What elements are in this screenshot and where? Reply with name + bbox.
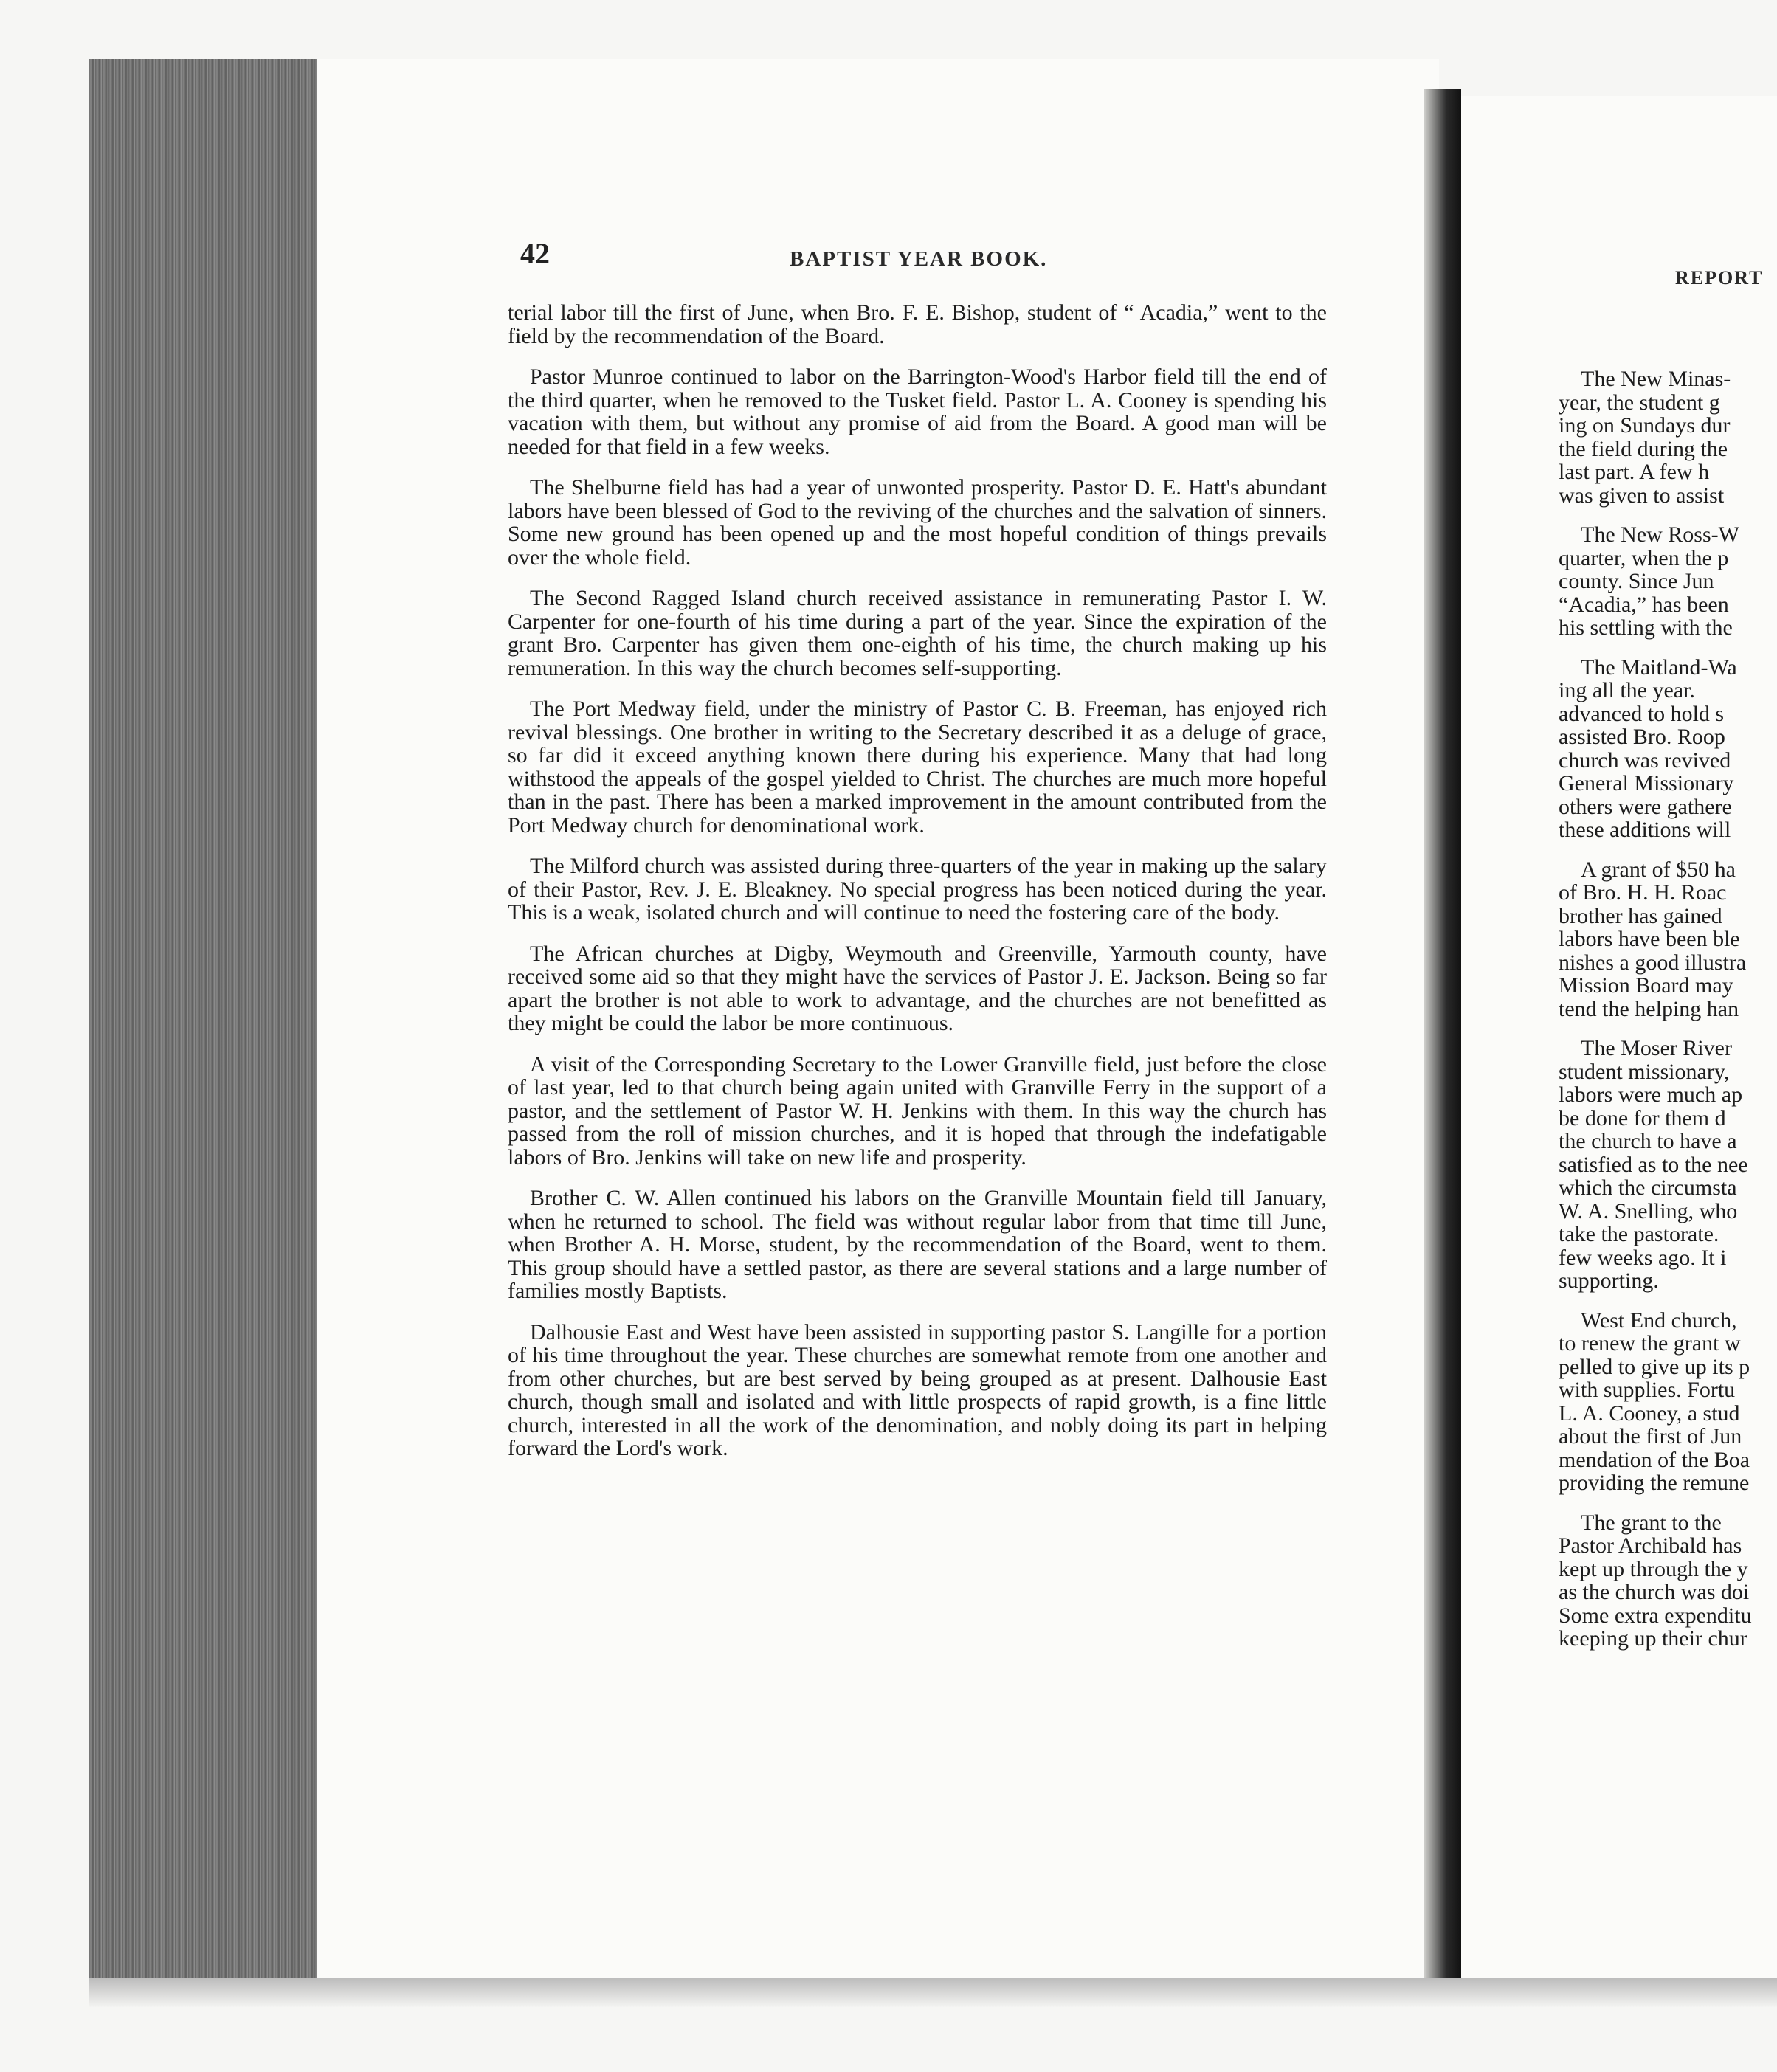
right-text-line: county. Since Jun (1559, 569, 1714, 593)
right-paragraph (1559, 523, 1777, 640)
paragraph: The African churches at Digby, Weymouth and Greenville, Yarmouth county, have received some aid so that they might have the services of Pastor J. E. Jackson. Being so far apart the brother is not able to work to advantage, and the churches are not benefitted as they might be could the labor be more continuous. (508, 941, 1327, 1035)
right-text-line: The New Ross-W (1581, 522, 1739, 547)
right-text-line: his settling with the (1559, 615, 1733, 640)
right-text-line: with supplies. Fortu (1559, 1378, 1736, 1402)
right-text-line: ing on Sundays dur (1559, 413, 1731, 438)
paragraph: The Shelburne field has had a year of unwonted prosperity. Pastor D. E. Hatt's abundant labors have been blessed of God to the reviving of the churches and the salvation of sinners. Some new ground has been opened up and the most hopeful condition of things prevails over the whole field. (508, 475, 1327, 570)
right-text-line: take the pastorate. (1559, 1222, 1719, 1246)
right-text-line: labors were much ap (1559, 1082, 1743, 1107)
right-text-line: pelled to give up its p (1559, 1354, 1750, 1379)
right-text-line: was given to assist (1559, 483, 1725, 508)
right-text-line: brother has gained (1559, 903, 1722, 928)
right-text-line: supporting. (1559, 1268, 1659, 1293)
right-text-line: student missionary, (1559, 1059, 1730, 1084)
right-text-line: The Maitland-Wa (1581, 655, 1737, 680)
right-text-line: Pastor Archibald has (1559, 1533, 1742, 1558)
right-paragraph (1559, 1511, 1777, 1651)
right-text-line: which the circumsta (1559, 1175, 1737, 1200)
right-text-line: few weeks ago. It i (1559, 1245, 1727, 1270)
right-text-line: nishes a good illustra (1559, 950, 1747, 975)
left-page-body (508, 301, 1327, 1478)
right-text-line: assisted Bro. Roop (1559, 725, 1725, 749)
right-text-line: year, the student g (1559, 390, 1720, 415)
right-text-line: ing all the year. (1559, 678, 1695, 702)
right-text-line: The New Minas- (1581, 367, 1731, 391)
right-paragraph (1559, 1309, 1777, 1495)
right-page-body (1559, 367, 1777, 1667)
right-text-line: others were gathere (1559, 794, 1732, 819)
right-text-line: keeping up their chur (1559, 1626, 1747, 1651)
right-text-line: quarter, when the p (1559, 545, 1729, 570)
paragraph: Brother C. W. Allen continued his labors on the Granville Mountain field till January, when he returned to school. The field was without regular labor from that time till June, when Brother A. H. Morse, student, by the recommendation of the Board, went to them. This group should have a settled pastor, as there are several stations and a large number of families mostly Baptists. (508, 1186, 1327, 1303)
right-text-line: Some extra expenditu (1559, 1603, 1752, 1628)
right-text-line: tend the helping han (1559, 996, 1739, 1021)
right-paragraph (1559, 858, 1777, 1021)
right-text-line: these additions will (1559, 818, 1731, 842)
right-paragraph (1559, 1037, 1777, 1293)
right-text-line: last part. A few h (1559, 460, 1710, 484)
book-page-edges (89, 59, 317, 1978)
right-paragraph (1559, 367, 1777, 507)
paragraph: The Second Ragged Island church received assistance in remunerating Pastor I. W. Carpenter for one-fourth of his time during a part of the year. Since the expiration of the grant Bro. Carpenter has given them one-eighth of his time, the church making up his remuneration. In this way the church becomes self-supporting. (508, 586, 1327, 680)
right-text-line: West End church, (1581, 1308, 1737, 1333)
right-text-line: as the church was doi (1559, 1580, 1750, 1604)
right-text-line: The grant to the (1581, 1510, 1722, 1535)
page-bottom-shadow (89, 1978, 1777, 2007)
right-text-line: labors have been ble (1559, 927, 1740, 951)
right-paragraph (1559, 656, 1777, 842)
right-text-line: A grant of $50 ha (1581, 857, 1736, 882)
right-text-line: about the first of Jun (1559, 1424, 1742, 1448)
right-text-line: L. A. Cooney, a stud (1559, 1401, 1740, 1426)
paragraph: The Milford church was assisted during three-quarters of the year in making up the salary of their Pastor, Rev. J. E. Bleakney. No special progress has been noticed during the year. This is a weak, isolated church and will continue to need the fostering care of the body. (508, 854, 1327, 925)
book-gutter (1424, 89, 1461, 1978)
right-text-line: to renew the grant w (1559, 1331, 1741, 1356)
right-text-line: W. A. Snelling, who (1559, 1198, 1738, 1223)
right-text-line: The Moser River (1581, 1036, 1732, 1060)
right-text-line: “Acadia,” has been (1559, 592, 1729, 617)
right-text-line: church was revived (1559, 747, 1731, 773)
paragraph: Dalhousie East and West have been assisted in supporting pastor S. Langille for a portion of his time throughout the year. These churches are somewhat remote from one another and from other churches, but are best served by being grouped as at present. Dalhousie East church, though small and isolated and with little prospects of rapid growth, is a fine little church, interested in all the work of the denomination, and nobly doing its part in helping forward the Lord's work. (508, 1319, 1327, 1460)
right-text-line: the field during the (1559, 436, 1728, 461)
paragraph: A visit of the Corresponding Secretary to the Lower Granville field, just before the close of last year, led to that church being again united with Granville Ferry in the support of a pastor, and the settlement of Pastor W. H. Jenkins with them. In this way the church has passed from the roll of mission churches, and it is hoped that through the indefatigable labors of Bro. Jenkins will take on new life and prosperity. (508, 1051, 1327, 1170)
right-text-line: Mission Board may (1559, 973, 1733, 998)
right-text-line: the church to have a (1559, 1129, 1737, 1153)
right-text-line: mendation of the Boa (1559, 1447, 1750, 1472)
right-text-line: General Missionary (1559, 771, 1734, 795)
paragraph: terial labor till the first of June, when Bro. F. E. Bishop, student of “ Acadia,” went to the field by the recommendation of the Board. (508, 300, 1327, 348)
running-head: BAPTIST YEAR BOOK. (790, 247, 1048, 271)
right-text-line: satisfied as to the nee (1559, 1152, 1748, 1177)
right-text-line: be done for them d (1559, 1105, 1726, 1130)
right-text-line: advanced to hold s (1559, 701, 1725, 726)
right-text-line: providing the remune (1559, 1471, 1750, 1495)
right-text-line: of Bro. H. H. Roac (1559, 880, 1727, 905)
right-running-head: REPORT (1675, 267, 1764, 289)
paragraph: The Port Medway field, under the ministry of Pastor C. B. Freeman, has enjoyed rich revival blessings. One brother in writing to the Secretary described it as a deluge of grace, so far did it exceed anything known there during his experience. Many that had long withstood the appeals of the gospel yielded to Christ. The churches are much more hopeful than in the past. There has been a marked improvement in the amount contributed from the Port Medway church for denominational work. (508, 697, 1327, 838)
right-text-line: kept up through the y (1559, 1556, 1748, 1581)
paragraph: Pastor Munroe continued to labor on the Barrington-Wood's Harbor field till the end of the third quarter, when he removed to the Tusket field. Pastor L. A. Cooney is spending his vacation with them, but without any promise of aid from the Board. A good man will be needed for that field in a few weeks. (508, 365, 1327, 459)
page-number: 42 (520, 237, 550, 270)
